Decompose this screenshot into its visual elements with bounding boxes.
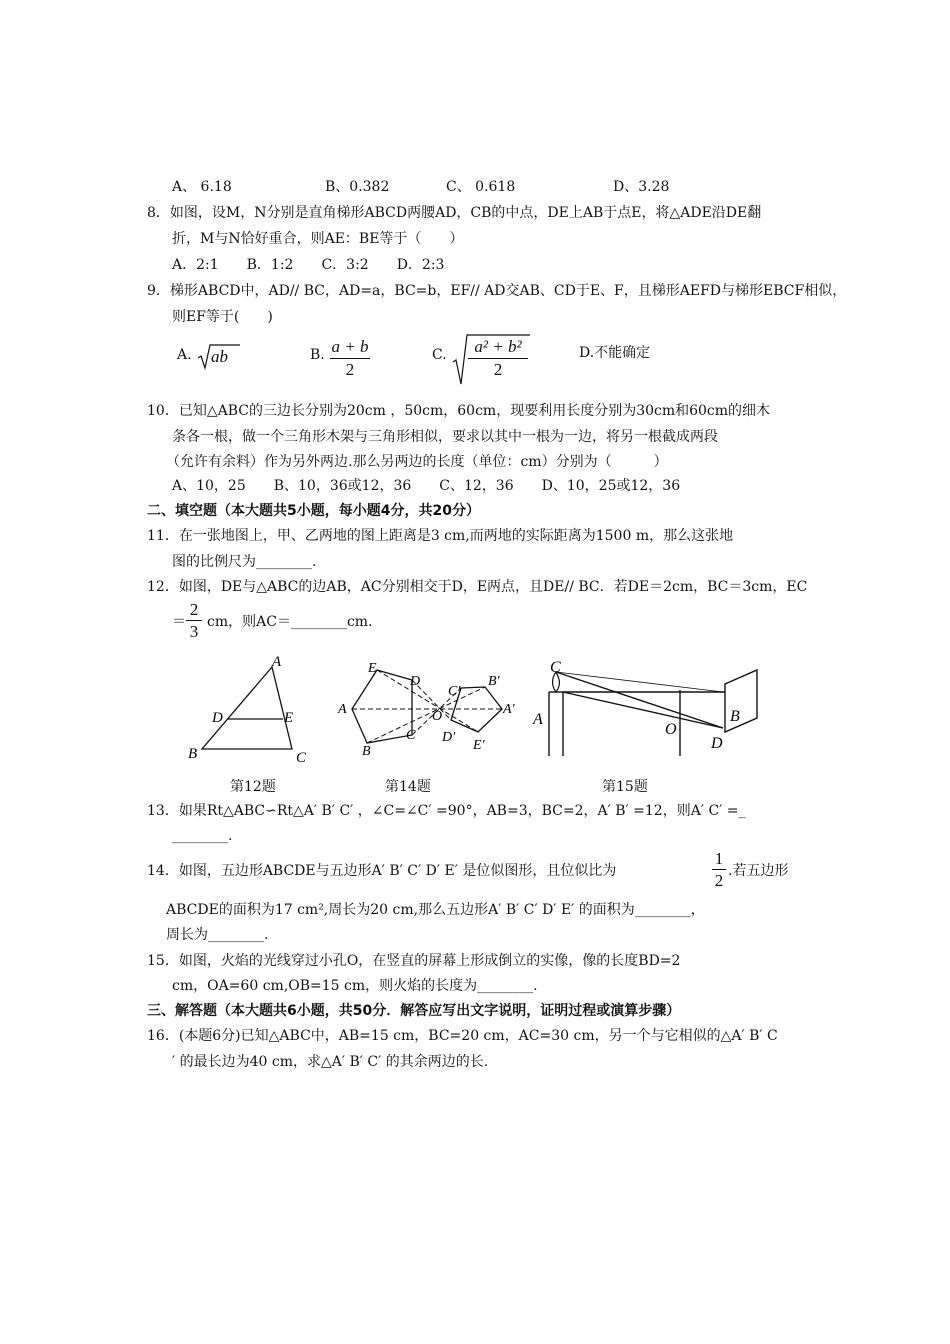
fraction-numerator: 2 <box>189 600 199 619</box>
q11-stem-line2: 图的比例尺为________. <box>172 554 317 570</box>
q10-stem-line3: （允许有余料）作为另外两边.那么另两边的长度（单位：cm）分别为（ ） <box>166 454 668 470</box>
fraction-denominator: 2 <box>468 358 528 381</box>
fig12-label-a: A <box>272 654 282 670</box>
fraction-numerator: 1 <box>714 849 724 868</box>
fig12-label-c: C <box>296 750 307 766</box>
q12-fraction <box>186 600 202 643</box>
q13-stem-line2: ________. <box>172 828 233 844</box>
fig14-label-c: C <box>406 728 416 743</box>
q15-stem-line2: cm，OA=60 cm,OB=15 cm，则火焰的长度为________. <box>172 978 538 994</box>
fraction-numerator: a + b <box>331 337 369 356</box>
fig12-label-b: B <box>188 746 198 762</box>
q9-option-b-fraction <box>330 336 370 381</box>
q9-option-c-fraction <box>468 336 528 381</box>
section-2-heading: 二、填空题（本大题共5小题，每小题4分，共20分） <box>147 503 480 519</box>
q12-stem-line2-prefix: ＝ <box>172 614 186 630</box>
q7-option-c: C、 0.618 <box>446 179 516 195</box>
figure-15-caption: 第15题 <box>602 779 648 795</box>
q14-stem-line1-suffix: .若五边形 <box>728 863 789 879</box>
q9-option-c-label: C. <box>432 347 447 363</box>
figure-15-pinhole <box>525 650 775 765</box>
fig14-label-a-prime: A′ <box>503 702 515 717</box>
fig15-label-d: D <box>711 735 723 752</box>
fig14-label-b: B <box>362 744 371 759</box>
q16-stem-line1: 16．(本题6分)已知△ABC中，AB=15 cm，BC=20 cm，AC=30 cm，另一个与它相似的△A′ B′ C <box>147 1028 778 1044</box>
q8-stem-line2: 折，M与N恰好重合，则AE：BE等于（ ） <box>172 231 464 247</box>
q15-stem-line1: 15．如图，火焰的光线穿过小孔O，在竖直的屏幕上形成倒立的实像，像的长度BD=2 <box>147 953 681 969</box>
q14-stem-line1-prefix: 14．如图，五边形ABCDE与五边形A′ B′ C′ D′ E′ 是位似图形，且位似比为 <box>147 863 617 879</box>
q8-stem-line1: 8．如图，设M，N分别是直角梯形ABCD两腰AD，CB的中点，DE上AB于点E，将△ADE沿DE翻 <box>147 205 762 221</box>
q9-option-a-label: A. <box>177 347 192 363</box>
q10-stem-line1: 10．已知△ABC的三边长分别为20cm ，50cm，60cm，现要利用长度分别为30cm和60cm的细木 <box>147 403 771 419</box>
q9-option-c-sqrt <box>452 332 532 386</box>
q16-stem-line2: ′ 的最长边为40 cm，求△A′ B′ C′ 的其余两边的长. <box>172 1054 489 1070</box>
fig15-label-a: A <box>533 711 543 728</box>
q9-stem-line2: 则EF等于( ) <box>172 309 273 325</box>
q13-stem-line1: 13．如果Rt△ABC∽Rt△A′ B′ C′ ，∠C=∠C′ =90°，AB=3，BC=2，A′ B′ =12，则A′ C′ =_ <box>147 803 746 819</box>
q9-option-a-sqrt <box>197 342 241 374</box>
figure-14-caption: 第14题 <box>385 779 431 795</box>
q14-stem-line3: 周长为________. <box>166 927 269 943</box>
fig14-label-b-prime: B′ <box>488 674 500 689</box>
q7-option-a: A、 6.18 <box>172 179 232 195</box>
fig14-label-d: D <box>410 674 421 689</box>
fig14-label-c-prime: C′ <box>448 684 461 699</box>
fig12-label-d: D <box>212 710 223 726</box>
figure-14-pentagons <box>330 655 525 760</box>
q10-options: A、10，25 B、10，36或12，36 C、12，36 D、10，25或12，36 <box>172 478 681 494</box>
fraction-numerator: a² + b² <box>474 337 522 356</box>
figure-12-triangle <box>180 650 315 768</box>
fig15-label-o: O <box>665 721 677 738</box>
fig15-label-c: C <box>550 659 561 676</box>
q9-option-d: D.不能确定 <box>579 345 651 361</box>
fraction-denominator: 2 <box>712 869 726 892</box>
q9-option-a-radicand: ab <box>211 347 228 366</box>
q10-stem-line2: 条各一根，做一个三角形木架与三角形相似，要求以其中一根为一边，将另一根截成两段 <box>172 429 718 445</box>
fig14-label-d-prime: D′ <box>442 730 456 745</box>
q7-option-d: D、3.28 <box>613 179 670 195</box>
figure-12-caption: 第12题 <box>230 779 276 795</box>
fig15-label-b: B <box>730 708 740 725</box>
fraction-denominator: 2 <box>330 358 370 381</box>
q7-option-b: B、0.382 <box>325 179 390 195</box>
q12-stem-line2-suffix: cm，则AC＝________cm. <box>207 614 373 630</box>
fig14-label-e-prime: E′ <box>473 738 485 753</box>
fig14-label-e: E <box>368 661 377 676</box>
q8-options: A．2:1 B．1:2 C．3:2 D．2:3 <box>172 257 445 273</box>
section-3-heading: 三、解答题（本大题共6小题，共50分．解答应写出文字说明，证明过程或演算步骤） <box>147 1003 681 1019</box>
fig12-label-e: E <box>284 710 294 726</box>
q9-stem-line1: 9．梯形ABCD中，AD// BC，AD=a，BC=b，EF// AD交AB、CD于E、F，且梯形AEFD与梯形EBCF相似， <box>147 283 847 299</box>
fig14-label-o: O <box>432 709 443 724</box>
q11-stem-line1: 11．在一张地图上，甲、乙两地的图上距离是3 cm,而两地的实际距离为1500 m，那么这张地 <box>147 528 734 544</box>
fraction-denominator: 3 <box>186 620 202 643</box>
q12-stem-line1: 12．如图，DE与△ABC的边AB，AC分别相交于D，E两点，且DE// BC．若DE＝2cm，BC＝3cm，EC <box>147 579 808 595</box>
fig14-label-a: A <box>338 702 347 717</box>
q9-option-b-label: B. <box>310 347 325 363</box>
q14-stem-line2: ABCDE的面积为17 cm²,周长为20 cm,那么五边形A′ B′ C′ D′ E′ 的面积为________， <box>166 902 705 918</box>
q14-fraction <box>712 849 726 892</box>
